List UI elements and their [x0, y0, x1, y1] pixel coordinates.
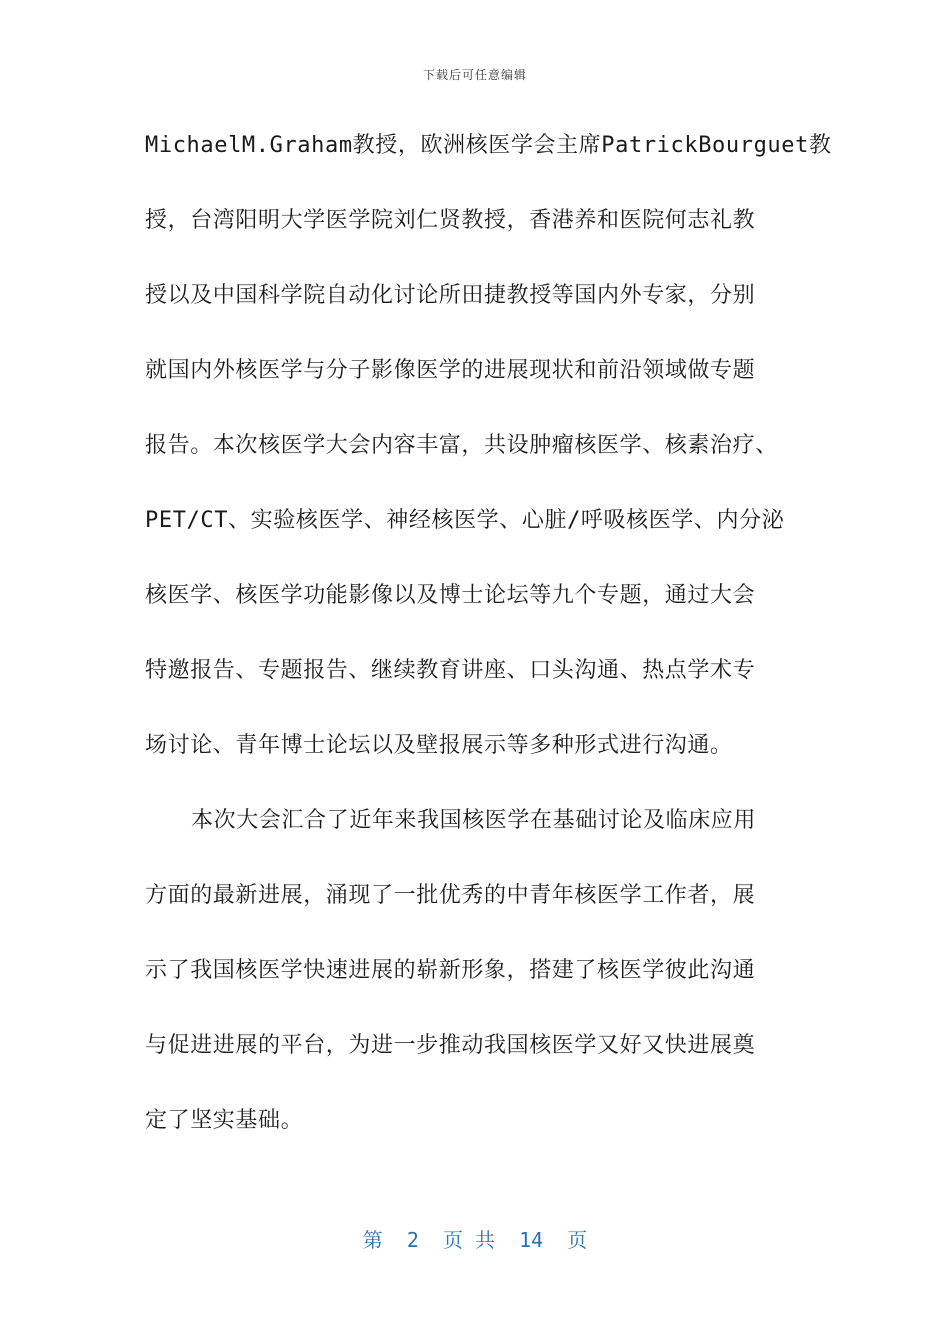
paragraph-1-line-7: 核医学、核医学功能影像以及博士论坛等九个专题，通过大会: [145, 583, 756, 608]
paragraph-1-line-5: 报告。本次核医学大会内容丰富，共设肿瘤核医学、核素治疗、: [145, 433, 778, 458]
paragraph-1-line-6: PET/CT、实验核医学、神经核医学、心脏/呼吸核医学、内分泌: [145, 508, 785, 533]
page-number-footer: 第 2 页 共 14 页: [362, 1228, 588, 1252]
paragraph-1-line-1: MichaelM.Graham教授，欧洲核医学会主席PatrickBourguet教: [145, 133, 832, 158]
paragraph-2-line-1: 本次大会汇合了近年来我国核医学在基础讨论及临床应用: [191, 808, 757, 833]
paragraph-1-line-3: 授以及中国科学院自动化讨论所田捷教授等国内外专家，分别: [145, 283, 756, 308]
paragraph-2-line-5: 定了坚实基础。: [145, 1108, 304, 1133]
paragraph-2-line-2: 方面的最新进展，涌现了一批优秀的中青年核医学工作者，展: [145, 883, 756, 908]
page-header: 下载后可任意编辑: [422, 68, 527, 82]
document-body: [145, 128, 832, 1178]
paragraph-2-line-3: 示了我国核医学快速进展的崭新形象，搭建了核医学彼此沟通: [145, 958, 756, 983]
paragraph-1-line-8: 特邀报告、专题报告、继续教育讲座、口头沟通、热点学术专: [145, 658, 756, 683]
paragraph-1-line-2: 授，台湾阳明大学医学院刘仁贤教授，香港养和医院何志礼教: [145, 208, 756, 233]
paragraph-2-line-4: 与促进进展的平台，为进一步推动我国核医学又好又快进展奠: [145, 1033, 756, 1058]
paragraph-1-line-9: 场讨论、青年博士论坛以及壁报展示等多种形式进行沟通。: [145, 733, 733, 758]
paragraph-1-line-4: 就国内外核医学与分子影像医学的进展现状和前沿领域做专题: [145, 358, 756, 383]
